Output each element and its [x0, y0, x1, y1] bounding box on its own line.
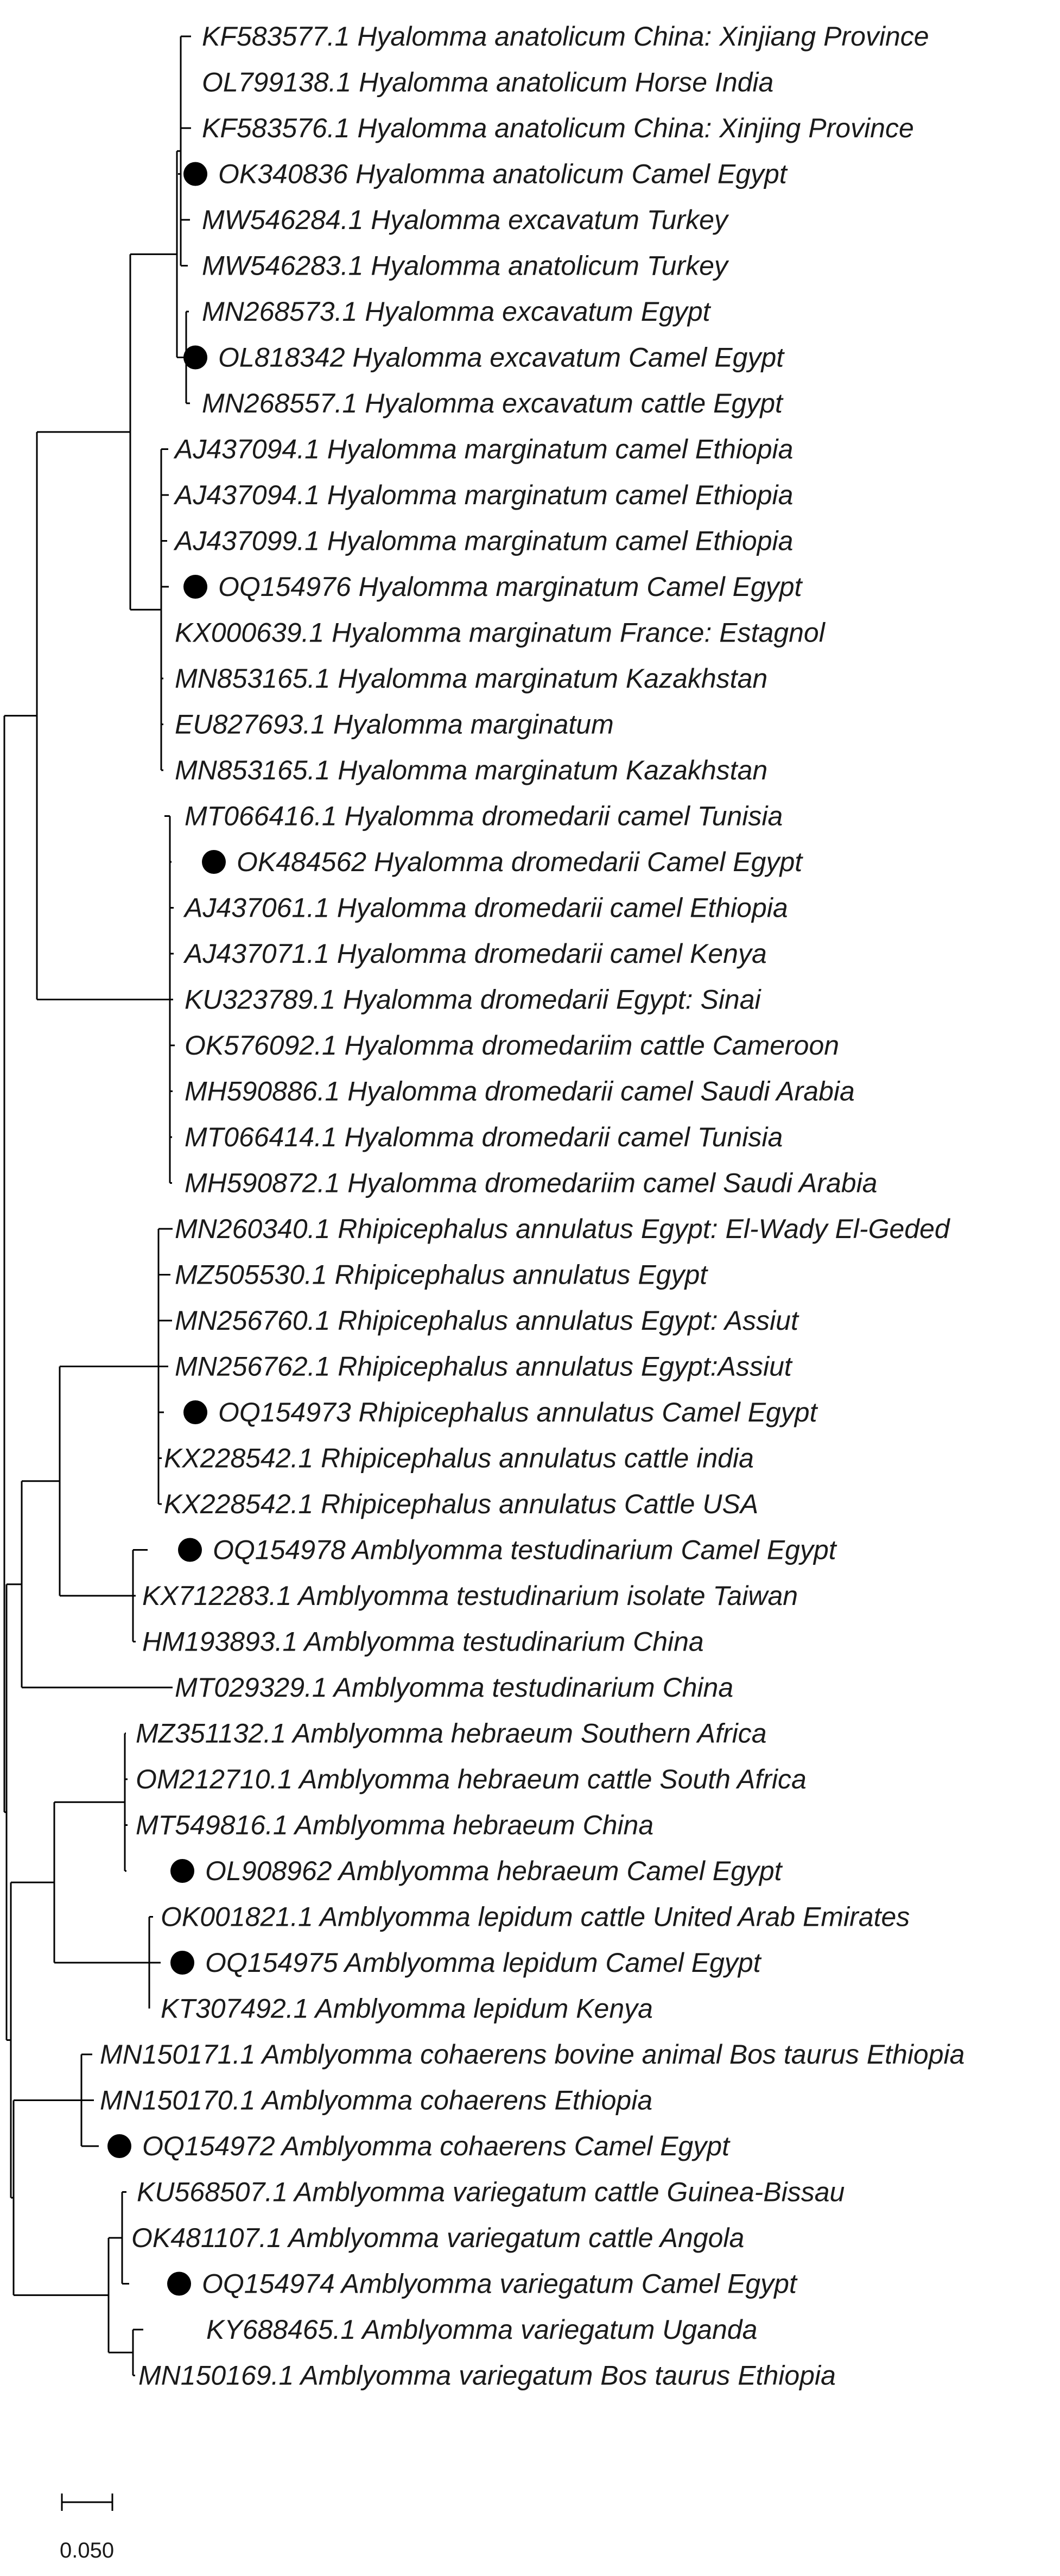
leaf-label: OQ154973 Rhipicephalus annulatus Camel Egypt: [218, 1397, 817, 1427]
leaf-label: OQ154978 Amblyomma testudinarium Camel Egypt: [213, 1534, 836, 1565]
leaf-label: KT307492.1 Amblyomma lepidum Kenya: [161, 1993, 653, 2024]
egypt-sample-marker: [183, 575, 207, 599]
leaf-label: OQ154972 Amblyomma cohaerens Camel Egypt: [142, 2131, 730, 2161]
leaf-label: OK001821.1 Amblyomma lepidum cattle United Arab Emirates: [161, 1901, 910, 1932]
leaf-label: OQ154974 Amblyomma variegatum Camel Egypt: [202, 2268, 797, 2299]
leaf-label: MZ351132.1 Amblyomma hebraeum Southern Africa: [136, 1718, 767, 1749]
leaf-label: MN853165.1 Hyalomma marginatum Kazakhstan: [175, 663, 768, 694]
leaf-label: OK576092.1 Hyalomma dromedariim cattle Cameroon: [185, 1030, 840, 1061]
leaf-label: KF583576.1 Hyalomma anatolicum China: Xinjing Province: [202, 113, 914, 143]
leaf-label: MN150170.1 Amblyomma cohaerens Ethiopia: [100, 2085, 653, 2116]
leaf-label: MZ505530.1 Rhipicephalus annulatus Egypt: [175, 1259, 708, 1290]
leaf-label: MH590872.1 Hyalomma dromedariim camel Saudi Arabia: [185, 1168, 878, 1198]
leaf-label: MH590886.1 Hyalomma dromedarii camel Saudi Arabia: [185, 1076, 855, 1107]
leaf-label: AJ437094.1 Hyalomma marginatum camel Ethiopia: [175, 480, 794, 510]
leaf-label: OL799138.1 Hyalomma anatolicum Horse India: [202, 67, 774, 98]
leaf-label: MN150169.1 Amblyomma variegatum Bos taurus Ethiopia: [138, 2360, 836, 2391]
egypt-sample-marker: [107, 2134, 131, 2158]
leaf-label: KX000639.1 Hyalomma marginatum France: Estagnol: [175, 617, 825, 648]
leaf-label: MW546284.1 Hyalomma excavatum Turkey: [202, 205, 728, 235]
leaf-label: MN150171.1 Amblyomma cohaerens bovine animal Bos taurus Ethiopia: [100, 2039, 965, 2070]
leaf-label: KU323789.1 Hyalomma dromedarii Egypt: Sinai: [185, 984, 761, 1015]
leaf-label: KU568507.1 Amblyomma variegatum cattle Guinea-Bissau: [137, 2177, 845, 2207]
leaf-label: MN853165.1 Hyalomma marginatum Kazakhstan: [175, 755, 768, 785]
egypt-sample-marker: [183, 1400, 207, 1424]
leaf-label: MT549816.1 Amblyomma hebraeum China: [136, 1810, 654, 1841]
leaf-label: MT029329.1 Amblyomma testudinarium China: [175, 1672, 734, 1703]
leaf-label: MN260340.1 Rhipicephalus annulatus Egypt: El-Wady El-Geded: [175, 1214, 950, 1244]
egypt-sample-marker: [170, 1951, 194, 1975]
leaf-label: MN268573.1 Hyalomma excavatum Egypt: [202, 296, 710, 327]
egypt-sample-marker: [183, 162, 207, 186]
leaf-label: OQ154976 Hyalomma marginatum Camel Egypt: [218, 572, 802, 602]
leaf-label: KX228542.1 Rhipicephalus annulatus Cattle USA: [164, 1489, 759, 1519]
leaf-label: KY688465.1 Amblyomma variegatum Uganda: [206, 2314, 758, 2345]
egypt-sample-marker: [178, 1538, 202, 1562]
leaf-label: OK481107.1 Amblyomma variegatum cattle Angola: [131, 2223, 745, 2253]
leaf-label: HM193893.1 Amblyomma testudinarium China: [142, 1626, 704, 1657]
leaf-label: OQ154975 Amblyomma lepidum Camel Egypt: [205, 1947, 761, 1978]
leaf-label: KF583577.1 Hyalomma anatolicum China: Xinjiang Province: [202, 21, 929, 52]
leaf-label: AJ437071.1 Hyalomma dromedarii camel Kenya: [185, 938, 767, 969]
scale-bar-label: 0.050: [60, 2539, 115, 2562]
leaf-label: MN256760.1 Rhipicephalus annulatus Egypt: Assiut: [175, 1305, 798, 1336]
leaf-label: KX712283.1 Amblyomma testudinarium isolate Taiwan: [142, 1581, 798, 1611]
egypt-sample-marker: [202, 850, 226, 874]
scale-bar: [60, 2493, 114, 2562]
leaf-label: KX228542.1 Rhipicephalus annulatus cattle india: [164, 1443, 754, 1474]
leaf-label: MN256762.1 Rhipicephalus annulatus Egypt:Assiut: [175, 1351, 792, 1382]
leaf-label: MT066414.1 Hyalomma dromedarii camel Tunisia: [185, 1122, 783, 1152]
leaf-label: EU827693.1 Hyalomma marginatum: [175, 709, 614, 740]
leaf-label: MN268557.1 Hyalomma excavatum cattle Egypt: [202, 388, 783, 418]
leaf-label: OM212710.1 Amblyomma hebraeum cattle South Africa: [136, 1764, 807, 1794]
egypt-sample-marker: [167, 2272, 191, 2296]
leaf-label: AJ437061.1 Hyalomma dromedarii camel Ethiopia: [185, 892, 788, 923]
tree-branches: [4, 36, 193, 2376]
leaf-label: AJ437094.1 Hyalomma marginatum camel Ethiopia: [175, 434, 794, 465]
leaf-label: OK340836 Hyalomma anatolicum Camel Egypt: [218, 158, 787, 189]
leaf-label: OK484562 Hyalomma dromedarii Camel Egypt: [237, 847, 803, 877]
egypt-sample-marker: [170, 1859, 194, 1883]
leaf-labels: [100, 21, 964, 2391]
egypt-sample-marker: [183, 346, 207, 370]
leaf-label: OL908962 Amblyomma hebraeum Camel Egypt: [205, 1856, 782, 1886]
leaf-label: MW546283.1 Hyalomma anatolicum Turkey: [202, 250, 728, 281]
leaf-label: MT066416.1 Hyalomma dromedarii camel Tunisia: [185, 801, 783, 832]
leaf-label: AJ437099.1 Hyalomma marginatum camel Ethiopia: [175, 525, 794, 556]
leaf-label: OL818342 Hyalomma excavatum Camel Egypt: [218, 342, 784, 373]
